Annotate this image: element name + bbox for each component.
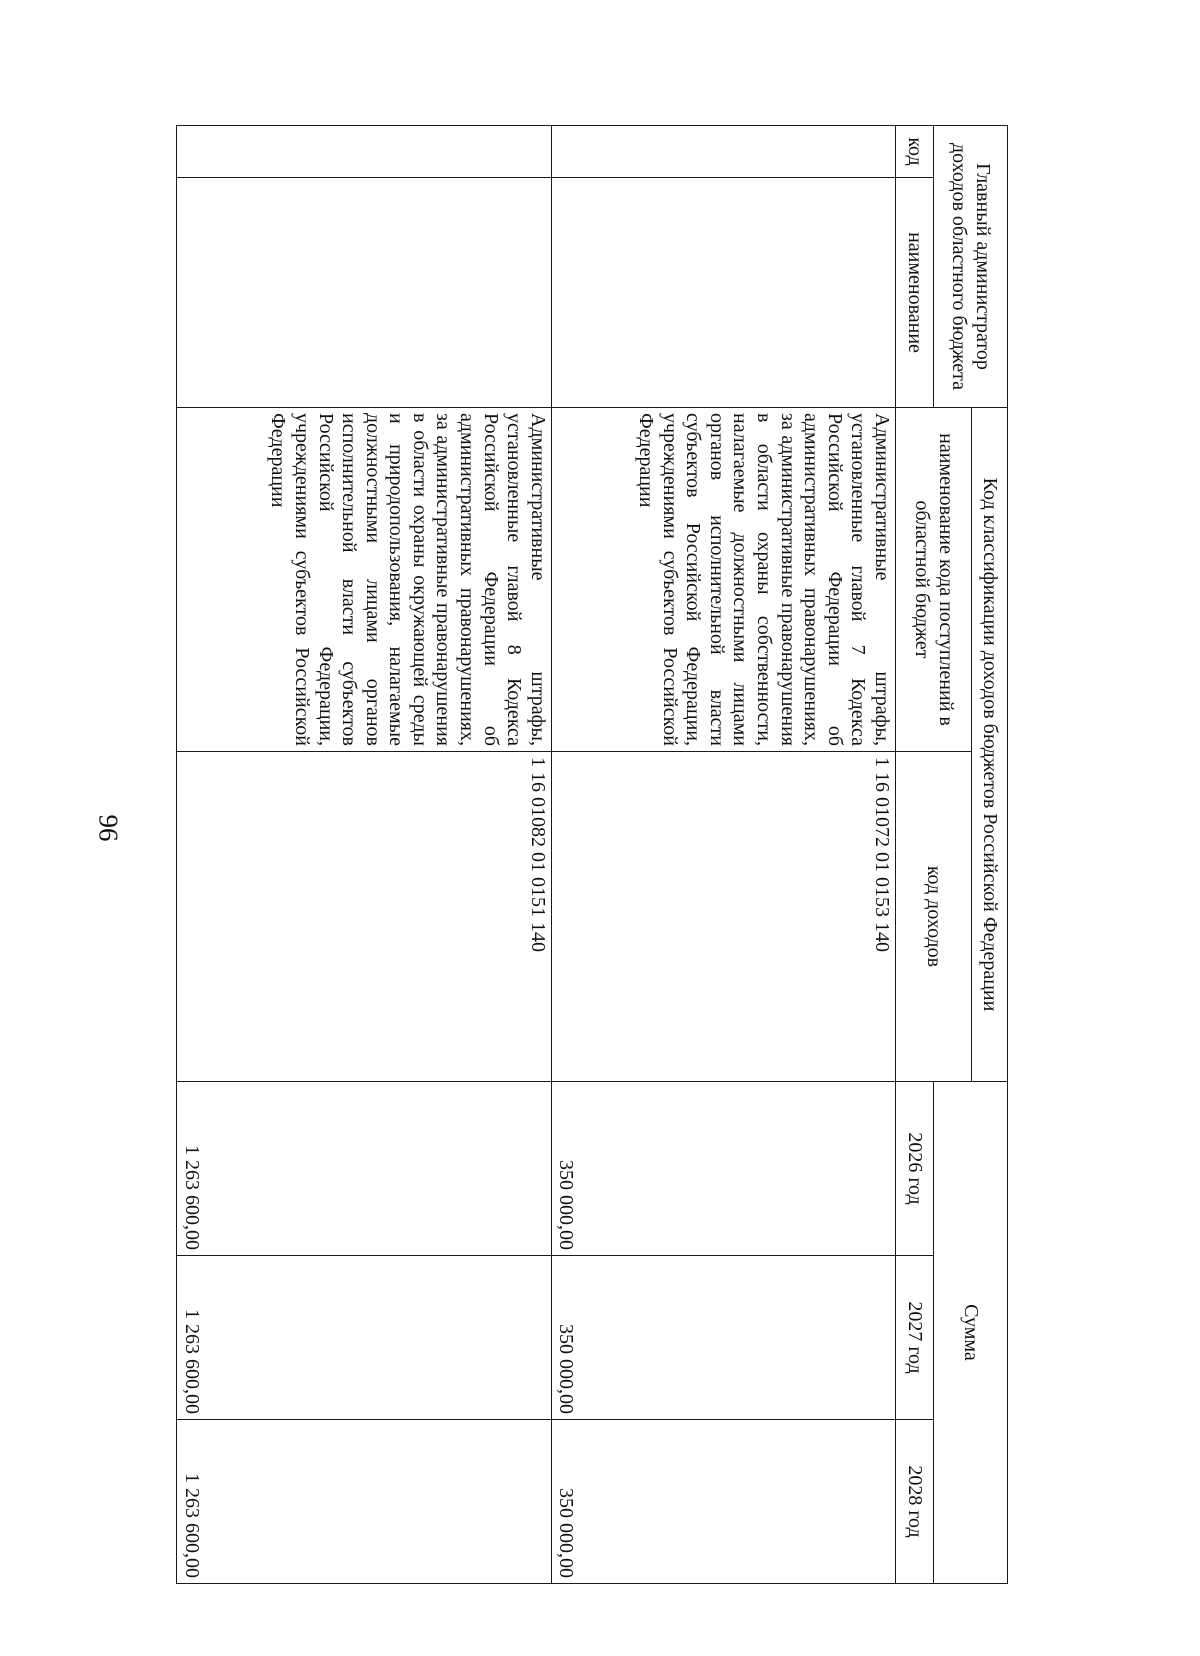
revenue-table (176, 125, 1008, 1584)
sum-2026: 1 263 600,00 (177, 1082, 552, 1256)
rotated-table-frame (176, 125, 1008, 1583)
admin-name-cell (551, 178, 895, 408)
header-admin-code: код (896, 126, 934, 178)
admin-name-cell (177, 178, 552, 408)
income-description: Административные штрафы, установленные главой 7 Кодекса Российской Федерации об административных правонарушениях, за административные правонарушения в области охраны собственности, налагаемые должностными лицами органов исполнительной власти субъектов Российской Федерации, учреждениями субъектов Российской Федерации (551, 408, 895, 752)
table-row (551, 126, 895, 1584)
header-class-code: код доходов (896, 752, 972, 1082)
header-year-2028: 2028 год (896, 1420, 934, 1584)
header-classification-group: Код классификации доходов бюджетов Российской Федерации (972, 408, 1008, 1082)
header-sum-group: Сумма (934, 1082, 1008, 1584)
header-admin-name: наименование (896, 178, 934, 408)
header-year-2026: 2026 год (896, 1082, 934, 1256)
admin-code-cell (551, 126, 895, 178)
sum-2028: 350 000,00 (551, 1420, 895, 1584)
header-admin-group: Главный администратор доходов областного бюджета (934, 126, 1008, 408)
income-code: 1 16 01072 01 0153 140 (551, 752, 895, 1082)
header-row-1 (972, 126, 1008, 1584)
page-number: 96 (93, 814, 124, 842)
admin-code-cell (177, 126, 552, 178)
header-year-2027: 2027 год (896, 1256, 934, 1420)
sum-2028: 1 263 600,00 (177, 1420, 552, 1584)
table-row (177, 126, 552, 1584)
header-class-name: наименование кода поступлений в областной бюджет (896, 408, 972, 752)
sum-2027: 350 000,00 (551, 1256, 895, 1420)
income-description: Административные штрафы, установленные главой 8 Кодекса Российской Федерации об административных правонарушениях, за административные правонарушения в области охраны окружающей среды и природопользования, налагаемые должностными лицами органов исполнительной власти субъектов Российской Федерации, учреждениями субъектов Российской Федерации (177, 408, 552, 752)
income-code: 1 16 01082 01 0151 140 (177, 752, 552, 1082)
sum-2026: 350 000,00 (551, 1082, 895, 1256)
sum-2027: 1 263 600,00 (177, 1256, 552, 1420)
